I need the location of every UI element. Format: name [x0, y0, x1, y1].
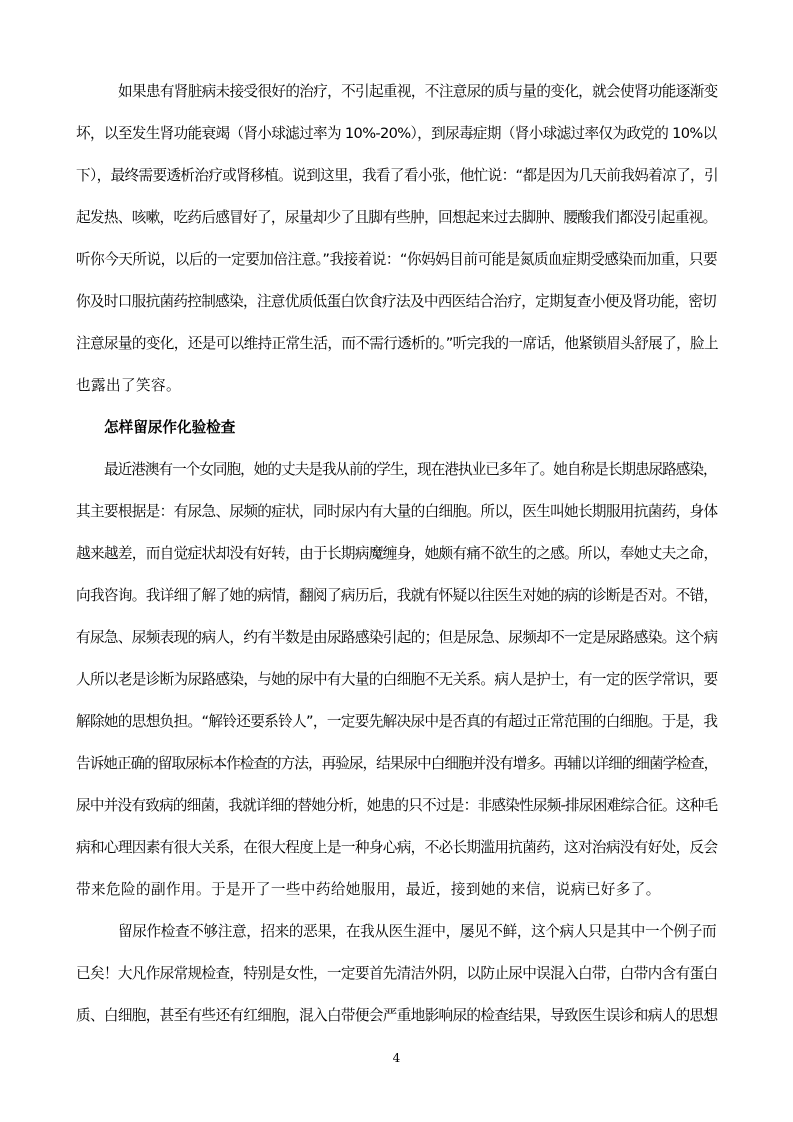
paragraph-1-line-5: 听你今天所说，以后的一定要加倍注意。”我接着说：“你妈妈目前可能是氮质血症期受感染而加重，只要 — [76, 251, 718, 268]
paragraph-2-line-7: 解除她的思想负担。“解铃还要系铃人”，一定要先解决尿中是否真的有超过正常范围的白细胞。于是，我 — [76, 713, 718, 730]
paragraph-2-line-1: 最近港澳有一个女同胞，她的丈夫是我从前的学生，现在港执业已多年了。她自称是长期患尿路感染， — [104, 461, 717, 478]
paragraph-2-line-2: 其主要根据是：有尿急、尿频的症状，同时尿内有大量的白细胞。所以，医生叫她长期服用抗菌药，身体 — [76, 503, 718, 520]
paragraph-2-line-6: 人所以老是诊断为尿路感染，与她的尿中有大量的白细胞不无关系。病人是护士，有一定的医学常识，要 — [76, 671, 718, 688]
paragraph-3-line-1: 留尿作检查不够注意，招来的恶果，在我从医生涯中，屡见不鲜，这个病人只是其中一个例子而 — [118, 923, 717, 940]
paragraph-2-line-10: 病和心理因素有很大关系，在很大程度上是一种身心病，不必长期滥用抗菌药，这对治病没有好处，反会 — [76, 839, 718, 856]
paragraph-2-line-4: 向我咨询。我详细了解了她的病情，翻阅了病历后，我就有怀疑以往医生对她的病的诊断是否对。不错， — [76, 587, 718, 604]
paragraph-1-line-1: 如果患有肾脏病未接受很好的治疗，不引起重视，不注意尿的质与量的变化，就会使肾功能逐渐变 — [118, 83, 718, 100]
paragraph-2-line-5: 有尿急、尿频表现的病人，约有半数是由尿路感染引起的；但是尿急、尿频却不一定是尿路感染。这个病 — [76, 629, 718, 646]
section-heading: 怎样留尿作化验检查 — [104, 419, 236, 436]
paragraph-1-line-7: 注意尿量的变化，还是可以维持正常生活，而不需行透析的。”听完我的一席话，他紧锁眉头舒展了，脸上 — [76, 335, 718, 352]
page-number: 4 — [392, 1051, 401, 1065]
paragraph-1-line-8: 也露出了笑容。 — [76, 377, 181, 394]
paragraph-1-line-6: 你及时口服抗菌药控制感染，注意优质低蛋白饮食疗法及中西医结合治疗，定期复查小便及肾功能，密切 — [76, 293, 717, 310]
paragraph-2-line-11: 带来危险的副作用。于是开了一些中药给她服用，最近，接到她的来信，说病已好多了。 — [76, 881, 661, 898]
paragraph-1-line-2: 坏，以至发生肾功能衰竭（肾小球滤过率为 10%-20%），到尿毒症期（肾小球滤过率仅为政党的 10%以 — [76, 125, 717, 142]
paragraph-1-line-3: 下），最终需要透析治疗或肾移植。说到这里，我看了看小张，他忙说：“都是因为几天前我妈着凉了，引 — [76, 167, 718, 184]
paragraph-1-line-4: 起发热、咳嗽，吃药后感冒好了，尿量却少了且脚有些肿，回想起来过去脚肿、腰酸我们都没引起重视。 — [76, 209, 717, 226]
paragraph-3-line-3: 质、白细胞，甚至有些还有红细胞，混入白带便会严重地影响尿的检查结果，导致医生误诊和病人的思想 — [76, 1007, 718, 1024]
paragraph-2-line-8: 告诉她正确的留取尿标本作检查的方法，再验尿，结果尿中白细胞并没有增多。再辅以详细的细菌学检查， — [76, 755, 718, 772]
paragraph-2-line-3: 越来越差，而自觉症状却没有好转，由于长期病魔缠身，她颇有痛不欲生的之感。所以，奉她丈夫之命， — [76, 545, 718, 562]
paragraph-3-line-2: 已矣！大凡作尿常规检查，特别是女性，一定要首先清洁外阴，以防止尿中误混入白带，白带内含有蛋白 — [76, 965, 718, 982]
paragraph-2-line-9: 尿中并没有致病的细菌，我就详细的替她分析，她患的只不过是：非感染性尿频-排尿困难综合征。这种毛 — [76, 797, 718, 814]
